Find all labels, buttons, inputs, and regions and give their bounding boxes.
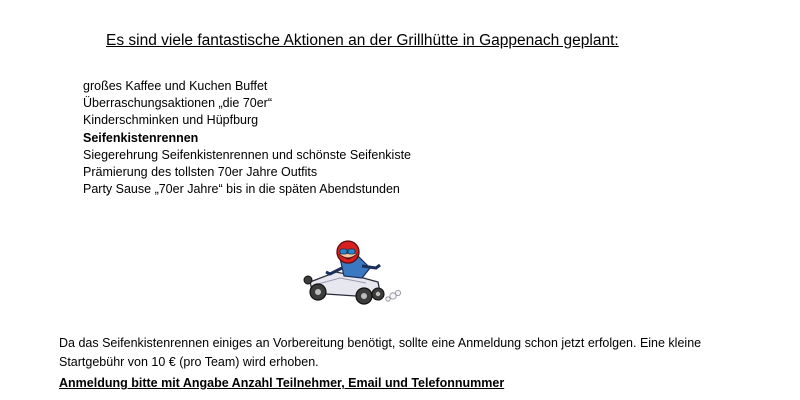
page-heading: Es sind viele fantastische Aktionen an der Grillhütte in Gappenach geplant: [106, 32, 619, 49]
activity-item-highlight: Seifenkistenrennen [83, 130, 199, 145]
activities-list [83, 78, 411, 198]
registration-note: Anmeldung bitte mit Angabe Anzahl Teilnehmer, Email und Telefonnummer [59, 376, 505, 390]
info-paragraph: Da das Seifenkistenrennen einiges an Vorbereitung benötigt, sollte eine Anmeldung schon jetzt erfolgen. Eine kleine Startgebühr von 10 € (pro Team) wird erhoben. [59, 336, 702, 369]
activity-item: Party Sause „70er Jahre“ bis in die späten Abendstunden [83, 182, 400, 197]
activity-item: Kinderschminken und Hüpfburg [83, 113, 259, 128]
soapbox-car-driver-icon [296, 238, 406, 308]
activity-item: Prämierung des tollsten 70er Jahre Outfits [83, 165, 318, 180]
activity-item: Siegerehrung Seifenkistenrennen und schönste Seifenkiste [83, 147, 411, 162]
activity-item: Überraschungsaktionen „die 70er“ [83, 96, 272, 111]
activity-item: großes Kaffee und Kuchen Buffet [83, 79, 268, 93]
